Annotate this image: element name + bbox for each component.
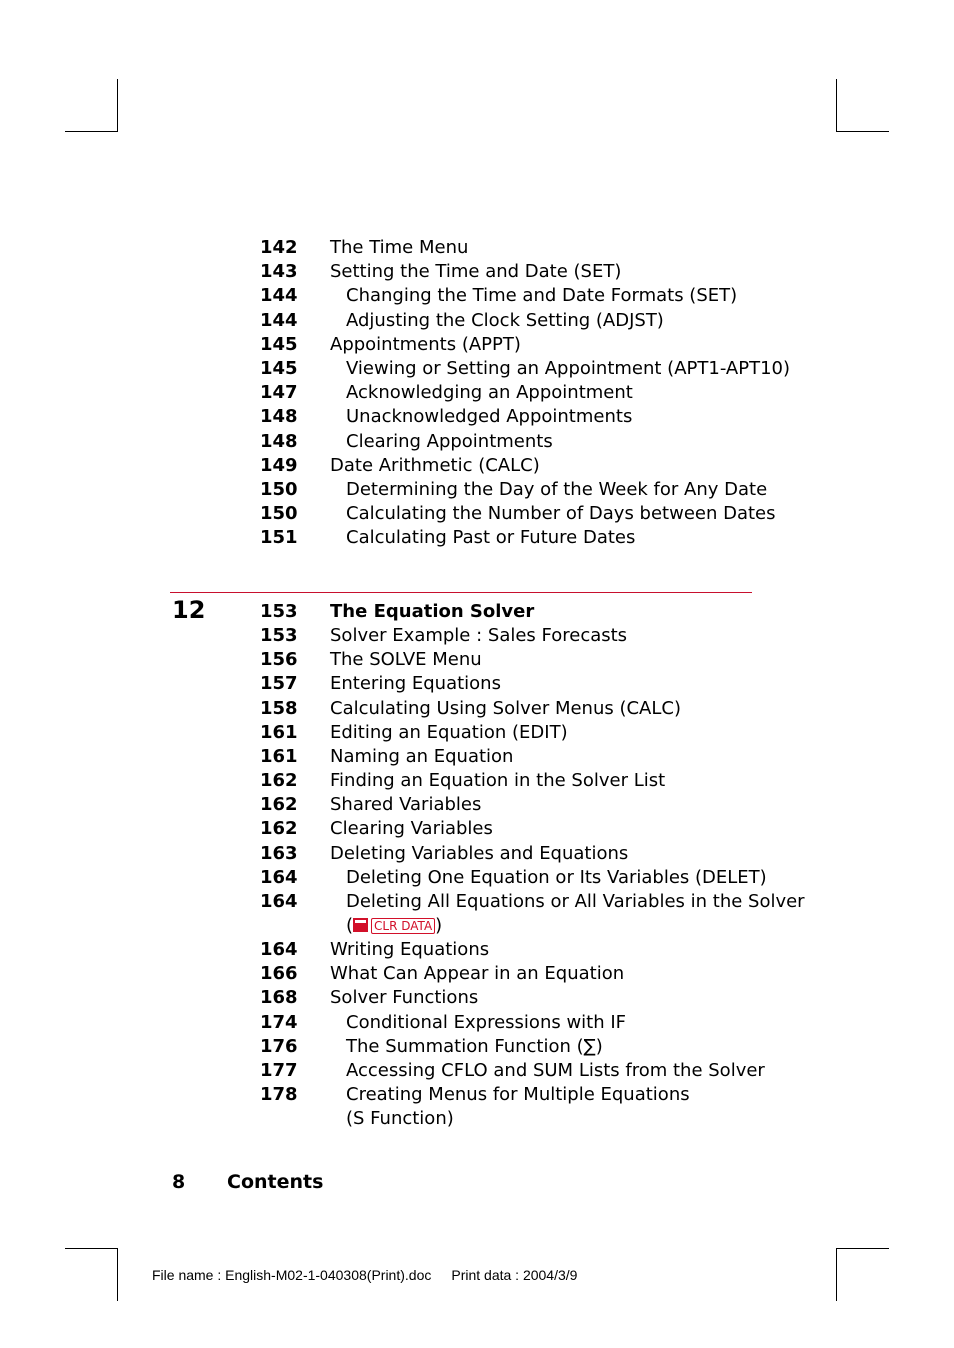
toc-page-number: 153 (260, 625, 298, 647)
toc-page-number: 144 (260, 309, 298, 331)
toc-page-number: 163 (260, 842, 298, 864)
toc-page-number: 176 (260, 1035, 298, 1057)
file-name: File name : English-M02-1-040308(Print).doc (152, 1267, 432, 1283)
crop-mark-bottom-right-v (836, 1248, 837, 1301)
toc-page-number: 166 (260, 963, 298, 985)
toc-title: Writing Equations (330, 939, 490, 961)
chapter-number: 12 (172, 596, 206, 624)
shift-key-icon (353, 918, 368, 932)
toc-entry (0, 793, 954, 817)
toc-entry (0, 721, 954, 745)
crop-mark-top-left-v (117, 79, 118, 132)
toc-page-number: 153 (260, 601, 298, 622)
toc-entry (0, 769, 954, 793)
toc-page-number: 147 (260, 382, 298, 404)
toc-title: Solver Functions (330, 987, 479, 1009)
toc-title: Finding an Equation in the Solver List (330, 770, 666, 792)
toc-entry (0, 745, 954, 769)
toc-entry (0, 454, 954, 478)
toc-page-number: 164 (260, 939, 298, 961)
toc-page-number: 157 (260, 673, 298, 695)
toc-title: Shared Variables (330, 794, 482, 816)
toc-entry (0, 962, 954, 986)
clr-data-key: CLR DATA (371, 918, 435, 934)
toc-title: The Equation Solver (330, 601, 535, 622)
toc-entry (0, 357, 954, 381)
toc-title: Deleting One Equation or Its Variables (DELET) (346, 866, 767, 888)
toc-title-continuation: (S Function) (346, 1108, 454, 1130)
toc-page-number: 168 (260, 987, 298, 1009)
toc-page-number: 158 (260, 697, 298, 719)
toc-entry (0, 1083, 954, 1107)
toc-entry (0, 478, 954, 502)
print-data: Print data : 2004/3/9 (451, 1267, 578, 1283)
toc-entry-continuation (0, 1107, 954, 1131)
toc-entry (0, 1059, 954, 1083)
toc-title: Calculating Past or Future Dates (346, 527, 636, 549)
toc-entry (0, 697, 954, 721)
footer-label: Contents (227, 1171, 324, 1193)
toc-page-number: 149 (260, 454, 298, 476)
crop-mark-top-right-h (836, 131, 889, 132)
toc-page-number: 164 (260, 866, 298, 888)
toc-entry (0, 842, 954, 866)
toc-entry (0, 284, 954, 308)
crop-mark-top-right-v (836, 79, 837, 132)
crop-mark-top-left-h (65, 131, 118, 132)
toc-page-number: 143 (260, 261, 298, 283)
toc-title: Solver Example : Sales Forecasts (330, 625, 628, 647)
toc-title: Viewing or Setting an Appointment (APT1-APT10) (346, 358, 791, 379)
toc-entry (0, 672, 954, 696)
toc-entry (0, 502, 954, 526)
crop-mark-bottom-left-h (65, 1248, 118, 1249)
toc-entry (0, 866, 954, 890)
toc-title: Clearing Appointments (346, 430, 553, 452)
toc-title: The SOLVE Menu (330, 649, 482, 671)
toc-entry (0, 333, 954, 357)
toc-entry (0, 260, 954, 284)
toc-page-number: 156 (260, 649, 298, 671)
chapter-divider (170, 592, 752, 593)
toc-page-number: 145 (260, 358, 298, 379)
toc-page-number: 148 (260, 406, 298, 428)
toc-entry-continuation (0, 914, 954, 938)
toc-page-number: 161 (260, 745, 298, 767)
toc-page-number: 150 (260, 479, 298, 500)
toc-title: The Summation Function (∑) (346, 1035, 603, 1057)
toc-entry (0, 430, 954, 454)
toc-entry (0, 381, 954, 405)
toc-title: Deleting Variables and Equations (330, 842, 629, 864)
crop-mark-bottom-left-v (117, 1248, 118, 1301)
crop-mark-bottom-right-h (836, 1248, 889, 1249)
toc-page-number: 162 (260, 770, 298, 792)
toc-entry (0, 817, 954, 841)
toc-entry (0, 236, 954, 260)
toc-entry (0, 600, 954, 624)
toc-entry (0, 1035, 954, 1059)
key-sequence: ( CLR DATA ) (346, 914, 443, 936)
toc-entry (0, 624, 954, 648)
toc-title: Accessing CFLO and SUM Lists from the Solver (346, 1059, 765, 1081)
toc-entry (0, 938, 954, 962)
toc-entry (0, 526, 954, 550)
toc-page-number: 144 (260, 285, 298, 307)
toc-title: Editing an Equation (EDIT) (330, 721, 568, 743)
toc-page-number: 164 (260, 890, 298, 912)
toc-title: Date Arithmetic (CALC) (330, 454, 540, 476)
toc-title: Adjusting the Clock Setting (ADJST) (346, 309, 664, 331)
toc-page-number: 150 (260, 503, 298, 525)
toc-title: Deleting All Equations or All Variables in the Solver (346, 890, 805, 912)
toc-entry (0, 890, 954, 914)
toc-page-number: 142 (260, 237, 298, 258)
toc-title: Calculating Using Solver Menus (CALC) (330, 697, 681, 719)
toc-title: What Can Appear in an Equation (330, 963, 625, 985)
toc-page-number: 151 (260, 527, 298, 549)
toc-entry (0, 405, 954, 429)
toc-entry (0, 986, 954, 1010)
toc-page-number: 145 (260, 333, 298, 355)
toc-title: Naming an Equation (330, 745, 514, 767)
toc-title: Conditional Expressions with IF (346, 1011, 627, 1033)
toc-title: The Time Menu (330, 237, 469, 258)
toc-entry (0, 309, 954, 333)
toc-title: Creating Menus for Multiple Equations (346, 1084, 690, 1105)
toc-page-number: 148 (260, 430, 298, 452)
toc-page-number: 162 (260, 818, 298, 840)
toc-page-number: 178 (260, 1084, 298, 1105)
toc-title: Unacknowledged Appointments (346, 406, 633, 428)
toc-page-number: 177 (260, 1059, 298, 1081)
toc-title: Changing the Time and Date Formats (SET) (346, 285, 738, 307)
toc-title: Entering Equations (330, 673, 501, 695)
toc-page-number: 162 (260, 794, 298, 816)
toc-title: Setting the Time and Date (SET) (330, 261, 622, 283)
toc-title: Clearing Variables (330, 818, 493, 840)
file-info (152, 1266, 577, 1284)
toc-entry (0, 648, 954, 672)
toc-title: Appointments (APPT) (330, 333, 521, 355)
toc-title: Determining the Day of the Week for Any Date (346, 479, 768, 500)
footer-page-number: 8 (172, 1171, 186, 1193)
toc-title: Acknowledging an Appointment (346, 382, 633, 404)
toc-page-number: 174 (260, 1011, 298, 1033)
toc-entry (0, 1011, 954, 1035)
toc-title: Calculating the Number of Days between Dates (346, 503, 776, 525)
toc-page-number: 161 (260, 721, 298, 743)
